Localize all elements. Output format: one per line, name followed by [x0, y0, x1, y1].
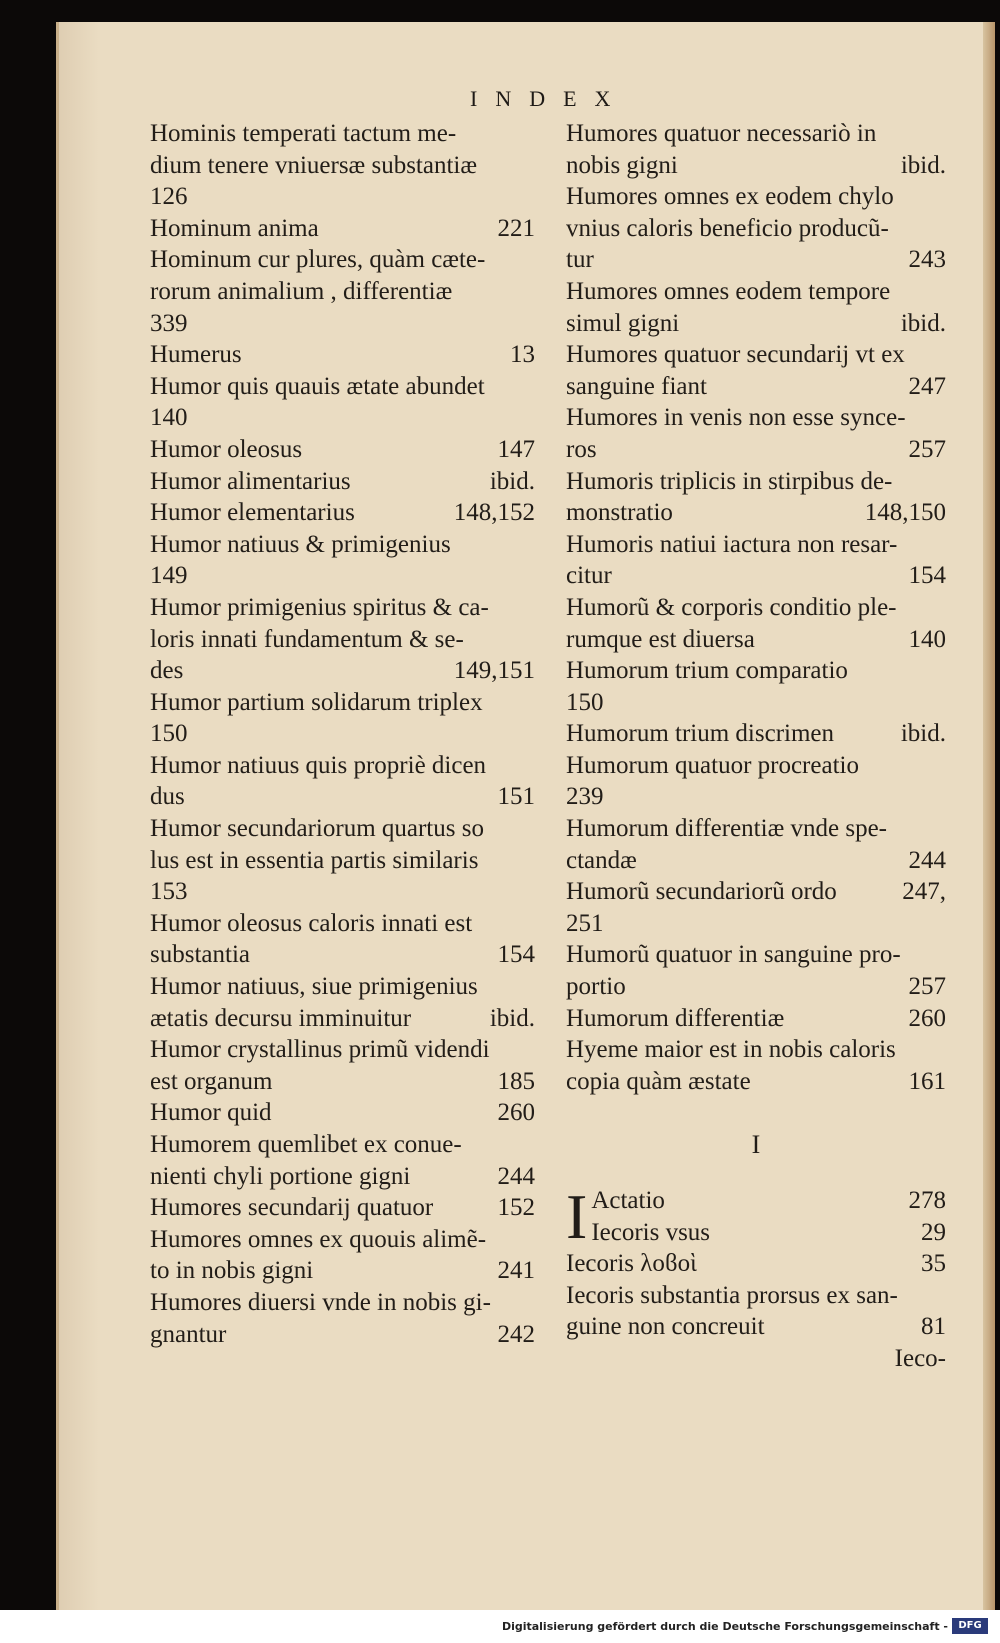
entry-page-number: 185	[497, 1067, 535, 1095]
entry-text: gnantur	[150, 1320, 227, 1348]
index-entry	[150, 1224, 535, 1256]
index-entry	[566, 624, 946, 656]
entry-text: Iecoris vsus	[591, 1218, 711, 1246]
entry-text: Humor oleosus	[150, 435, 303, 463]
entry-page-number	[938, 939, 946, 971]
index-entry	[566, 813, 946, 845]
entry-page-number: 242	[497, 1320, 535, 1348]
entry-text: 251	[566, 909, 604, 937]
entry-text: 126	[150, 183, 188, 211]
index-entry	[150, 1192, 535, 1224]
index-entry	[591, 1217, 946, 1249]
index-entry	[566, 560, 946, 592]
entry-page-number	[527, 181, 535, 213]
entry-text: citur	[566, 562, 612, 590]
footer-bar	[0, 1610, 1000, 1643]
entry-page-number: 221	[497, 214, 535, 242]
section-entries	[566, 1181, 946, 1252]
entry-text: Humor quis quauis ætate abundet	[150, 372, 485, 400]
index-entry	[566, 181, 946, 213]
entry-page-number	[938, 687, 946, 719]
index-entry	[150, 1129, 535, 1161]
entry-page-number	[938, 750, 946, 782]
index-entry	[566, 1034, 946, 1066]
entry-page-number	[527, 592, 535, 624]
index-entry	[150, 750, 535, 782]
entry-page-number: 154	[497, 941, 535, 969]
index-entry	[150, 1034, 535, 1066]
entry-page-number	[938, 213, 946, 245]
entry-text: Humor primigenius spiritus & ca-	[150, 593, 489, 621]
index-entry	[566, 339, 946, 371]
entry-text: dus	[150, 783, 185, 811]
index-entry	[566, 1311, 946, 1343]
index-entry	[566, 150, 946, 182]
index-entry	[591, 1185, 946, 1217]
entry-page-number	[527, 1287, 535, 1319]
entry-text: Humores omnes ex eodem chylo	[566, 183, 894, 211]
page-edge	[983, 22, 995, 1610]
entry-text: Humorũ quatuor in sanguine pro-	[566, 941, 901, 969]
entry-page-number	[527, 687, 535, 719]
index-entry	[150, 529, 535, 561]
entry-page-number: 29	[921, 1218, 946, 1246]
entry-page-number	[938, 529, 946, 561]
entry-text: Humoris triplicis in stirpibus de-	[566, 467, 893, 495]
index-entry	[150, 845, 535, 877]
entry-page-number	[938, 118, 946, 150]
entry-text: Humorũ & corporis conditio ple-	[566, 593, 897, 621]
entry-text: Actatio	[591, 1187, 665, 1214]
index-entry	[566, 845, 946, 877]
index-entry	[566, 529, 946, 561]
entry-page-number	[527, 1129, 535, 1161]
index-column-left	[150, 118, 535, 1350]
entry-text: tur	[566, 246, 594, 274]
index-entry	[566, 1066, 946, 1098]
entry-text: 140	[150, 404, 188, 432]
entry-text: Humores omnes ex quouis alimẽ-	[150, 1225, 487, 1253]
entry-text: to in nobis gigni	[150, 1257, 314, 1285]
index-entry	[150, 1255, 535, 1287]
entry-text: Humores in venis non esse synce-	[566, 404, 906, 432]
running-header: INDEX	[470, 86, 629, 111]
entry-page-number: 154	[908, 562, 946, 590]
entry-text: Humor natiuus, siue primigenius	[150, 973, 478, 1001]
entry-page-number: 148,152	[453, 499, 535, 527]
entry-text: Humoris natiui iactura non resar-	[566, 530, 898, 558]
index-entry	[150, 308, 535, 340]
index-entry	[566, 718, 946, 750]
entry-text: Humorum trium discrimen	[566, 720, 835, 748]
entry-text: Iecoris substantia prorsus ex san-	[566, 1281, 898, 1309]
index-entry	[150, 118, 535, 150]
entry-page-number	[527, 308, 535, 340]
index-entry	[566, 118, 946, 150]
entry-text: rumque est diuersa	[566, 625, 755, 653]
index-entry	[150, 497, 535, 529]
entry-page-number	[527, 718, 535, 750]
entry-page-number	[527, 750, 535, 782]
entry-page-number	[527, 560, 535, 592]
index-entry	[566, 213, 946, 245]
entry-page-number: ibid.	[900, 309, 946, 337]
entry-page-number: 244	[908, 846, 946, 874]
entry-page-number: 13	[510, 341, 535, 369]
entry-page-number: 278	[908, 1187, 946, 1214]
entry-page-number: ibid.	[489, 467, 535, 495]
entry-text: Humor partium solidarum triplex	[150, 688, 483, 716]
entry-text: portio	[566, 973, 626, 1001]
entry-text: loris innati fundamentum & se-	[150, 625, 464, 653]
index-entry	[150, 813, 535, 845]
index-entry	[150, 687, 535, 719]
index-entry	[566, 276, 946, 308]
entry-text: sanguine fiant	[566, 372, 707, 400]
index-entry	[566, 371, 946, 403]
entry-page-number	[938, 592, 946, 624]
entry-page-number	[938, 181, 946, 213]
entry-page-number: 35	[921, 1250, 946, 1278]
entry-page-number: 247,	[902, 878, 946, 906]
index-entry	[566, 655, 946, 687]
entry-text: Hominis temperati tactum me-	[150, 120, 457, 147]
entry-page-number	[938, 339, 946, 371]
entry-text: guine non concreuit	[566, 1313, 765, 1341]
entry-text: Humores diuersi vnde in nobis gi-	[150, 1288, 491, 1316]
entry-page-number: 161	[908, 1067, 946, 1095]
entry-text: ætatis decursu imminuitur	[150, 1004, 412, 1032]
entry-page-number	[938, 1280, 946, 1312]
entry-text: Humor oleosus caloris innati est	[150, 909, 473, 937]
index-entry	[150, 655, 535, 687]
index-entry	[566, 1248, 946, 1280]
index-entry	[150, 1066, 535, 1098]
dfg-logo: DFG	[952, 1618, 988, 1634]
entry-text: Humor quid	[150, 1099, 272, 1127]
entry-page-number	[527, 813, 535, 845]
entry-page-number	[938, 1034, 946, 1066]
index-entry	[566, 592, 946, 624]
entry-text: 153	[150, 878, 188, 906]
entry-text: Humores omnes eodem tempore	[566, 277, 891, 305]
entry-page-number: ibid.	[489, 1004, 535, 1032]
index-entry	[150, 1097, 535, 1129]
index-entry	[566, 876, 946, 908]
index-entry	[150, 466, 535, 498]
index-entry	[150, 181, 535, 213]
entry-page-number: ibid.	[900, 151, 946, 179]
index-entry	[566, 687, 946, 719]
entry-text: 150	[566, 688, 604, 716]
index-entry	[150, 592, 535, 624]
entry-text: nienti chyli portione gigni	[150, 1162, 411, 1190]
index-entry	[566, 244, 946, 276]
entry-text: Humor elementarius	[150, 499, 355, 527]
entry-text: 149	[150, 562, 188, 590]
entry-page-number	[938, 466, 946, 498]
index-entry	[150, 434, 535, 466]
entry-text: lus est in essentia partis similaris	[150, 846, 479, 874]
entry-text: 339	[150, 309, 188, 337]
entry-text: Humorum differentiæ vnde spe-	[566, 815, 887, 843]
index-entry	[150, 213, 535, 245]
entry-page-number: 260	[908, 1004, 946, 1032]
index-entry	[150, 1003, 535, 1035]
index-column-right	[566, 118, 946, 1375]
entry-page-number: 148,150	[864, 499, 946, 527]
drop-capital: I	[566, 1181, 588, 1252]
index-entry	[566, 971, 946, 1003]
index-entry	[150, 718, 535, 750]
entry-text: nobis gigni	[566, 151, 678, 179]
drop-cap-lines	[591, 1185, 946, 1248]
entry-page-number: 81	[921, 1313, 946, 1341]
entry-page-number	[938, 655, 946, 687]
index-entry	[150, 781, 535, 813]
index-entry	[150, 560, 535, 592]
entry-text: Humorem quemlibet ex conue-	[150, 1131, 462, 1158]
entry-text: Humor natiuus & primigenius	[150, 530, 451, 558]
index-entry	[150, 150, 535, 182]
entry-page-number	[527, 1224, 535, 1256]
index-entry	[150, 908, 535, 940]
index-entry	[566, 434, 946, 466]
entry-page-number	[527, 118, 535, 150]
section-letter-heading: I	[751, 1130, 761, 1160]
entry-text: simul gigni	[566, 309, 680, 337]
index-entry	[150, 939, 535, 971]
entry-page-number	[527, 276, 535, 308]
entry-text: vnius caloris beneficio producũ-	[566, 214, 889, 242]
entry-text: Humor crystallinus primũ videndi	[150, 1036, 490, 1064]
entry-text: ctandæ	[566, 846, 637, 874]
index-entry	[150, 276, 535, 308]
entry-text: Humores quatuor secundarij vt ex	[566, 341, 905, 369]
entry-page-number	[527, 876, 535, 908]
index-entry	[150, 624, 535, 656]
entry-text: Iecoris λοϐοὶ	[566, 1250, 697, 1278]
entry-page-number	[527, 971, 535, 1003]
entry-text: ros	[566, 435, 597, 463]
entry-page-number: 147	[497, 435, 535, 463]
entry-page-number: 241	[497, 1257, 535, 1285]
entry-page-number: 149,151	[453, 657, 535, 685]
entry-text: 239	[566, 783, 604, 811]
entry-page-number: 244	[497, 1162, 535, 1190]
index-entry	[566, 466, 946, 498]
entry-page-number	[527, 371, 535, 403]
entry-page-number	[527, 908, 535, 940]
entry-text: substantia	[150, 941, 250, 969]
entry-page-number	[527, 1034, 535, 1066]
entry-page-number	[938, 908, 946, 940]
entry-text: Humorũ secundariorũ ordo	[566, 878, 837, 906]
entry-text: Humorum differentiæ	[566, 1004, 785, 1032]
entry-page-number: 257	[908, 435, 946, 463]
entry-page-number: 152	[497, 1194, 535, 1222]
index-entry	[150, 402, 535, 434]
index-entry	[150, 339, 535, 371]
index-entry	[566, 1280, 946, 1312]
entry-page-number	[938, 813, 946, 845]
section-more-entries	[566, 1248, 946, 1343]
entry-page-number: 247	[908, 372, 946, 400]
entry-page-number: 257	[908, 973, 946, 1001]
entry-text: copia quàm æstate	[566, 1067, 751, 1095]
index-entry	[566, 781, 946, 813]
index-entry	[150, 971, 535, 1003]
entry-text: est organum	[150, 1067, 273, 1095]
index-entry	[566, 908, 946, 940]
entry-page-number	[527, 845, 535, 877]
index-entry	[566, 750, 946, 782]
index-entry	[566, 308, 946, 340]
entry-text: Humor natiuus quis propriè dicen	[150, 751, 487, 779]
entry-text: Humorum trium comparatio	[566, 657, 848, 685]
entry-text: Hominum anima	[150, 214, 319, 242]
entry-page-number: ibid.	[900, 720, 946, 748]
index-entry	[566, 402, 946, 434]
entry-page-number: 243	[908, 246, 946, 274]
entry-text: des	[150, 657, 184, 685]
entry-page-number	[527, 529, 535, 561]
index-entry	[150, 876, 535, 908]
entry-text: 150	[150, 720, 188, 748]
entry-page-number	[527, 244, 535, 276]
entry-text: Hyeme maior est in nobis caloris	[566, 1036, 896, 1064]
entry-text: dium tenere vniuersæ substantiæ	[150, 151, 478, 179]
entry-text: Humores quatuor necessariò in	[566, 120, 877, 147]
entry-page-number	[527, 402, 535, 434]
index-entry	[566, 1003, 946, 1035]
entry-text: Humerus	[150, 341, 242, 369]
funding-credit: Digitalisierung gefördert durch die Deutsche Forschungsgemeinschaft -	[501, 1620, 948, 1633]
entry-page-number: 260	[497, 1099, 535, 1127]
entry-page-number	[938, 402, 946, 434]
entry-page-number	[938, 781, 946, 813]
entry-text: Humorum quatuor procreatio	[566, 751, 859, 779]
index-entry	[150, 1287, 535, 1319]
entry-text: rorum animalium , differentiæ	[150, 277, 453, 305]
catchword: Ieco-	[894, 1344, 946, 1372]
index-entry	[150, 244, 535, 276]
index-entry	[150, 1319, 535, 1351]
entry-page-number	[527, 150, 535, 182]
entry-page-number	[938, 276, 946, 308]
entry-page-number	[527, 624, 535, 656]
index-entry	[150, 1161, 535, 1193]
entry-text: Humor alimentarius	[150, 467, 351, 495]
index-entry	[566, 939, 946, 971]
entry-text: Humor secundariorum quartus so	[150, 815, 484, 843]
index-entry	[566, 497, 946, 529]
entry-text: Hominum cur plures, quàm cæte-	[150, 246, 486, 274]
entry-text: monstratio	[566, 499, 673, 527]
entry-page-number: 151	[497, 783, 535, 811]
entry-page-number: 140	[908, 625, 946, 653]
entry-text: Humores secundarij quatuor	[150, 1194, 434, 1222]
index-entry	[150, 371, 535, 403]
